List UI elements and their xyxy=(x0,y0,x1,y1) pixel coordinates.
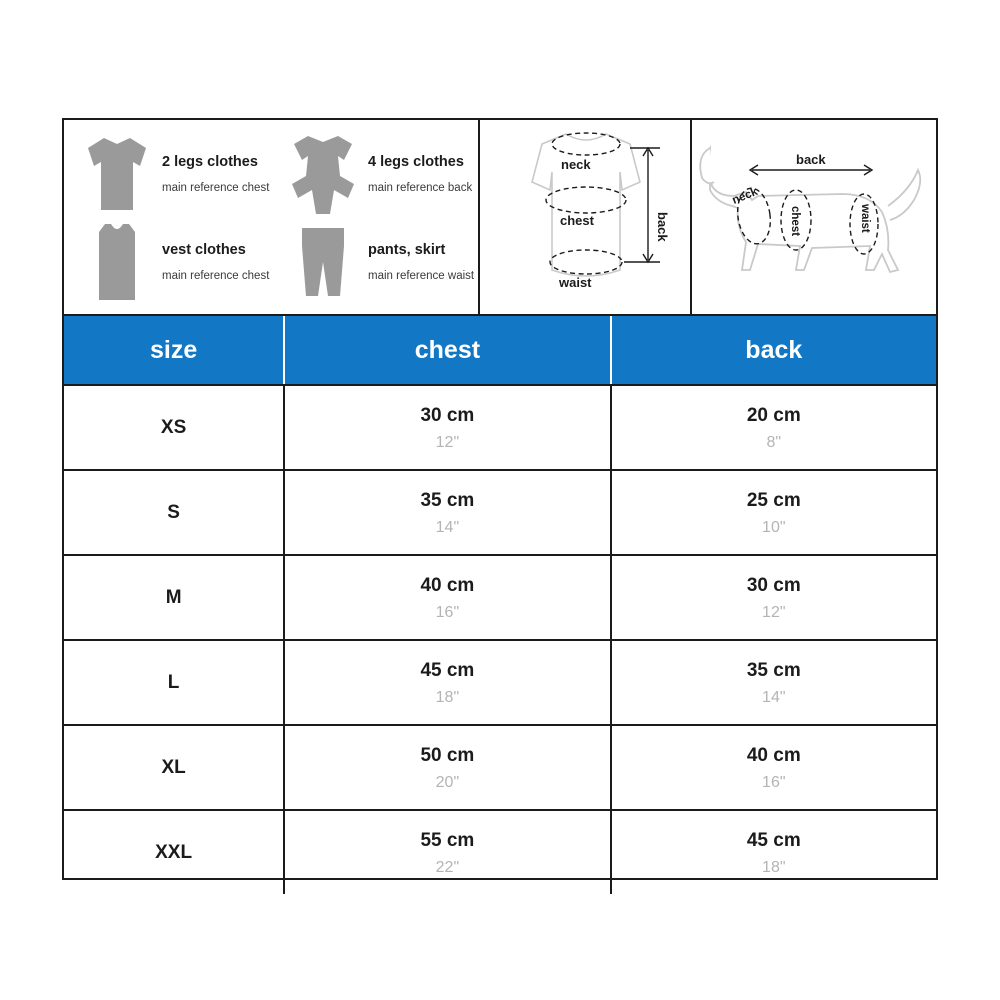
back-cm: 45 cm xyxy=(746,829,801,851)
chest-cm: 50 cm xyxy=(420,744,475,766)
header-chest: chest xyxy=(284,316,610,385)
back-cm: 40 cm xyxy=(746,744,801,766)
back-in: 12" xyxy=(762,603,786,621)
chest-cm: 35 cm xyxy=(420,489,475,511)
table-row xyxy=(64,810,936,894)
chest-cm: 30 cm xyxy=(420,404,475,426)
chest-cm: 40 cm xyxy=(420,574,475,596)
legend-subtitle: main reference back xyxy=(368,181,473,194)
svg-text:neck: neck xyxy=(561,157,591,172)
cell-chest xyxy=(284,640,610,725)
table-row xyxy=(64,555,936,640)
size-chart-container xyxy=(62,118,938,880)
header-back: back xyxy=(611,316,936,385)
cell-back xyxy=(611,385,936,470)
size-label: M xyxy=(165,586,182,608)
cell-chest xyxy=(284,470,610,555)
back-in: 16" xyxy=(762,773,786,791)
table-header-row xyxy=(64,316,936,385)
back-in: 10" xyxy=(762,518,786,536)
garment-measure-diagram xyxy=(480,120,692,314)
table-row xyxy=(64,385,936,470)
legend-item-pants xyxy=(284,220,474,306)
svg-text:back: back xyxy=(655,212,670,242)
back-in: 18" xyxy=(762,858,786,876)
legend-garment-types xyxy=(64,120,480,314)
svg-text:chest: chest xyxy=(560,213,594,228)
back-cm: 25 cm xyxy=(746,489,801,511)
legend-subtitle: main reference waist xyxy=(368,269,475,282)
cell-back xyxy=(611,470,936,555)
header-size: size xyxy=(64,316,284,385)
back-in: 14" xyxy=(762,688,786,706)
legend-title: pants, skirt xyxy=(368,242,446,259)
vest-icon xyxy=(78,220,156,306)
chest-in: 12" xyxy=(435,433,460,451)
legend-title: 4 legs clothes xyxy=(368,154,464,171)
cell-back xyxy=(611,810,936,894)
svg-text:back: back xyxy=(796,152,826,167)
cell-chest xyxy=(284,555,610,640)
dog-measure-diagram xyxy=(692,120,936,314)
back-cm: 30 cm xyxy=(746,574,801,596)
cell-chest xyxy=(284,725,610,810)
svg-text:chest: chest xyxy=(789,206,801,237)
legend-band xyxy=(64,120,936,316)
chest-cm: 55 cm xyxy=(420,829,475,851)
cell-back xyxy=(611,640,936,725)
legend-item-vest xyxy=(78,220,269,306)
size-table xyxy=(64,316,936,894)
cell-size xyxy=(64,725,284,810)
chest-cm: 45 cm xyxy=(420,659,475,681)
cell-size xyxy=(64,470,284,555)
size-label: XL xyxy=(161,756,186,778)
chest-in: 14" xyxy=(435,518,460,536)
back-in: 8" xyxy=(766,433,782,451)
cell-back xyxy=(611,555,936,640)
size-label: XS xyxy=(160,416,187,438)
cell-chest xyxy=(284,810,610,894)
size-label: S xyxy=(167,501,180,523)
back-cm: 35 cm xyxy=(746,659,801,681)
legend-subtitle: main reference chest xyxy=(162,269,270,282)
legend-item-4-legs xyxy=(284,132,472,218)
svg-text:waist: waist xyxy=(559,275,592,290)
svg-text:neck: neck xyxy=(730,185,760,207)
chest-in: 18" xyxy=(435,688,460,706)
table-row xyxy=(64,640,936,725)
cell-chest xyxy=(284,385,610,470)
legend-title: vest clothes xyxy=(162,242,246,259)
chest-in: 16" xyxy=(435,603,460,621)
cell-size xyxy=(64,640,284,725)
cell-back xyxy=(611,725,936,810)
legend-subtitle: main reference chest xyxy=(162,181,270,194)
table-row xyxy=(64,725,936,810)
size-label: XXL xyxy=(155,841,193,863)
tshirt-icon xyxy=(78,132,156,218)
chest-in: 22" xyxy=(435,858,460,876)
back-cm: 20 cm xyxy=(746,404,801,426)
table-row xyxy=(64,470,936,555)
legend-title: 2 legs clothes xyxy=(162,154,258,171)
svg-text:waist: waist xyxy=(859,204,871,233)
legend-item-2-legs xyxy=(78,132,269,218)
four-leg-suit-icon xyxy=(284,132,362,218)
chest-in: 20" xyxy=(435,773,460,791)
cell-size xyxy=(64,555,284,640)
size-label: L xyxy=(167,671,180,693)
pants-icon xyxy=(284,220,362,306)
cell-size xyxy=(64,385,284,470)
cell-size xyxy=(64,810,284,894)
